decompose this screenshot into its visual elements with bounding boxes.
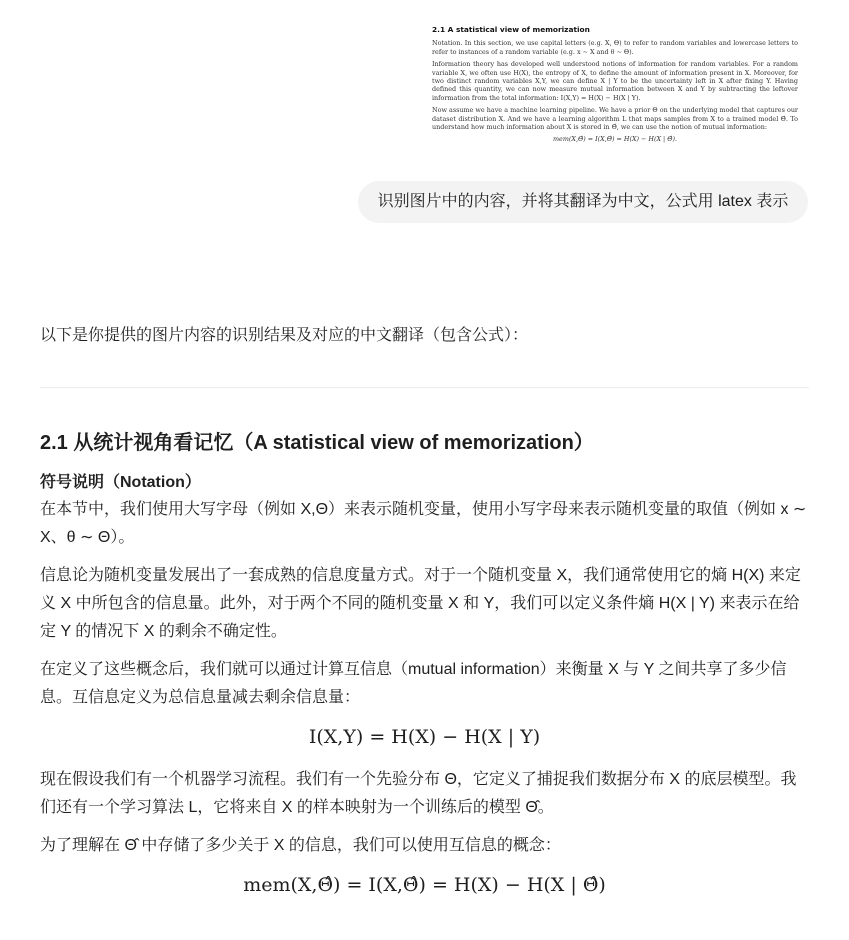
- paper-heading: 2.1 A statistical view of memorization: [432, 25, 590, 34]
- assistant-answer: [40, 322, 809, 914]
- answer-paragraph-entropy: 信息论为随机变量发展出了一套成熟的信息度量方式。对于一个随机变量 X，我们通常使用它的熵 H(X) 来定义 X 中所包含的信息量。此外，对于两个不同的随机变量 X 和 Y，我们可以定义条件熵 H(X | Y) 来表示在给定 Y 的情况下 X 的剩余不确定性。: [40, 567, 801, 640]
- paper-paragraph-notation: Notation. In this section, we use capital letters (e.g. X, Θ) to refer to random variables and lowercase letters to refer to instances of a random variable (e.g. x ∼ X and θ ∼ Θ).: [432, 39, 798, 56]
- formula-mutual-information: I(X,Y) = H(X) − H(X | Y): [308, 726, 541, 748]
- answer-intro: 以下是你提供的图片内容的识别结果及对应的中文翻译（包含公式）：: [40, 327, 529, 344]
- answer-paragraph-notation: 在本节中，我们使用大写字母（例如 X,Θ）来表示随机变量，使用小写字母来表示随机变量的取值（例如 x ∼ X、θ ∼ Θ）。: [40, 501, 807, 546]
- section-title: 2.1 从统计视角看记忆（A statistical view of memorization）: [40, 432, 594, 454]
- paper-formula: mem(X,Θ̂) = I(X,Θ̂) = H(X) − H(X | Θ̂).: [553, 135, 677, 144]
- answer-divider: [40, 387, 809, 388]
- paper-paragraph-pipeline: Now assume we have a machine learning pipeline. We have a prior Θ on the underlying model that captures our dataset distribution X. And we have a learning algorithm L that maps samples from X to a trained model Θ̂. To understand how much information about X is stored in Θ̂, we can use the notion of mutual information:: [432, 106, 798, 132]
- attached-paper-image[interactable]: [420, 20, 810, 176]
- answer-paragraph-pipeline: 现在假设我们有一个机器学习流程。我们有一个先验分布 Θ，它定义了捕捉我们数据分布 X 的底层模型。我们还有一个学习算法 L，它将来自 X 的样本映射为一个训练后的模型 Θ̂。: [40, 771, 797, 816]
- answer-paragraph-mutual-information: 在定义了这些概念后，我们就可以通过计算互信息（mutual information）来衡量 X 与 Y 之间共享了多少信息。互信息定义为总信息量减去剩余信息量：: [40, 661, 787, 706]
- formula-memorization: mem(X,Θ̂) = I(X,Θ̂) = H(X) − H(X | Θ̂): [243, 874, 606, 896]
- notation-title: 符号说明（Notation）: [40, 474, 201, 491]
- paper-paragraph-information: Information theory has developed well understood notions of information for random variables. For a random variable X, we often use H(X), the entropy of X, to define the amount of information present in X. Moreover, for two distinct random variables X,Y, we can define X | Y to be the uncertainty left in X after fixing Y. Having defined this quantity, we can now measure mutual information between X and Y by subtracting the leftover information from the total information: I(X,Y) = H(X) − H(X | Y).: [432, 60, 798, 102]
- user-message-bubble: 识别图片中的内容，并将其翻译为中文，公式用 latex 表示: [358, 181, 808, 223]
- answer-paragraph-memorization: 为了理解在 Θ̂ 中存储了多少关于 X 的信息，我们可以使用互信息的概念：: [40, 837, 561, 854]
